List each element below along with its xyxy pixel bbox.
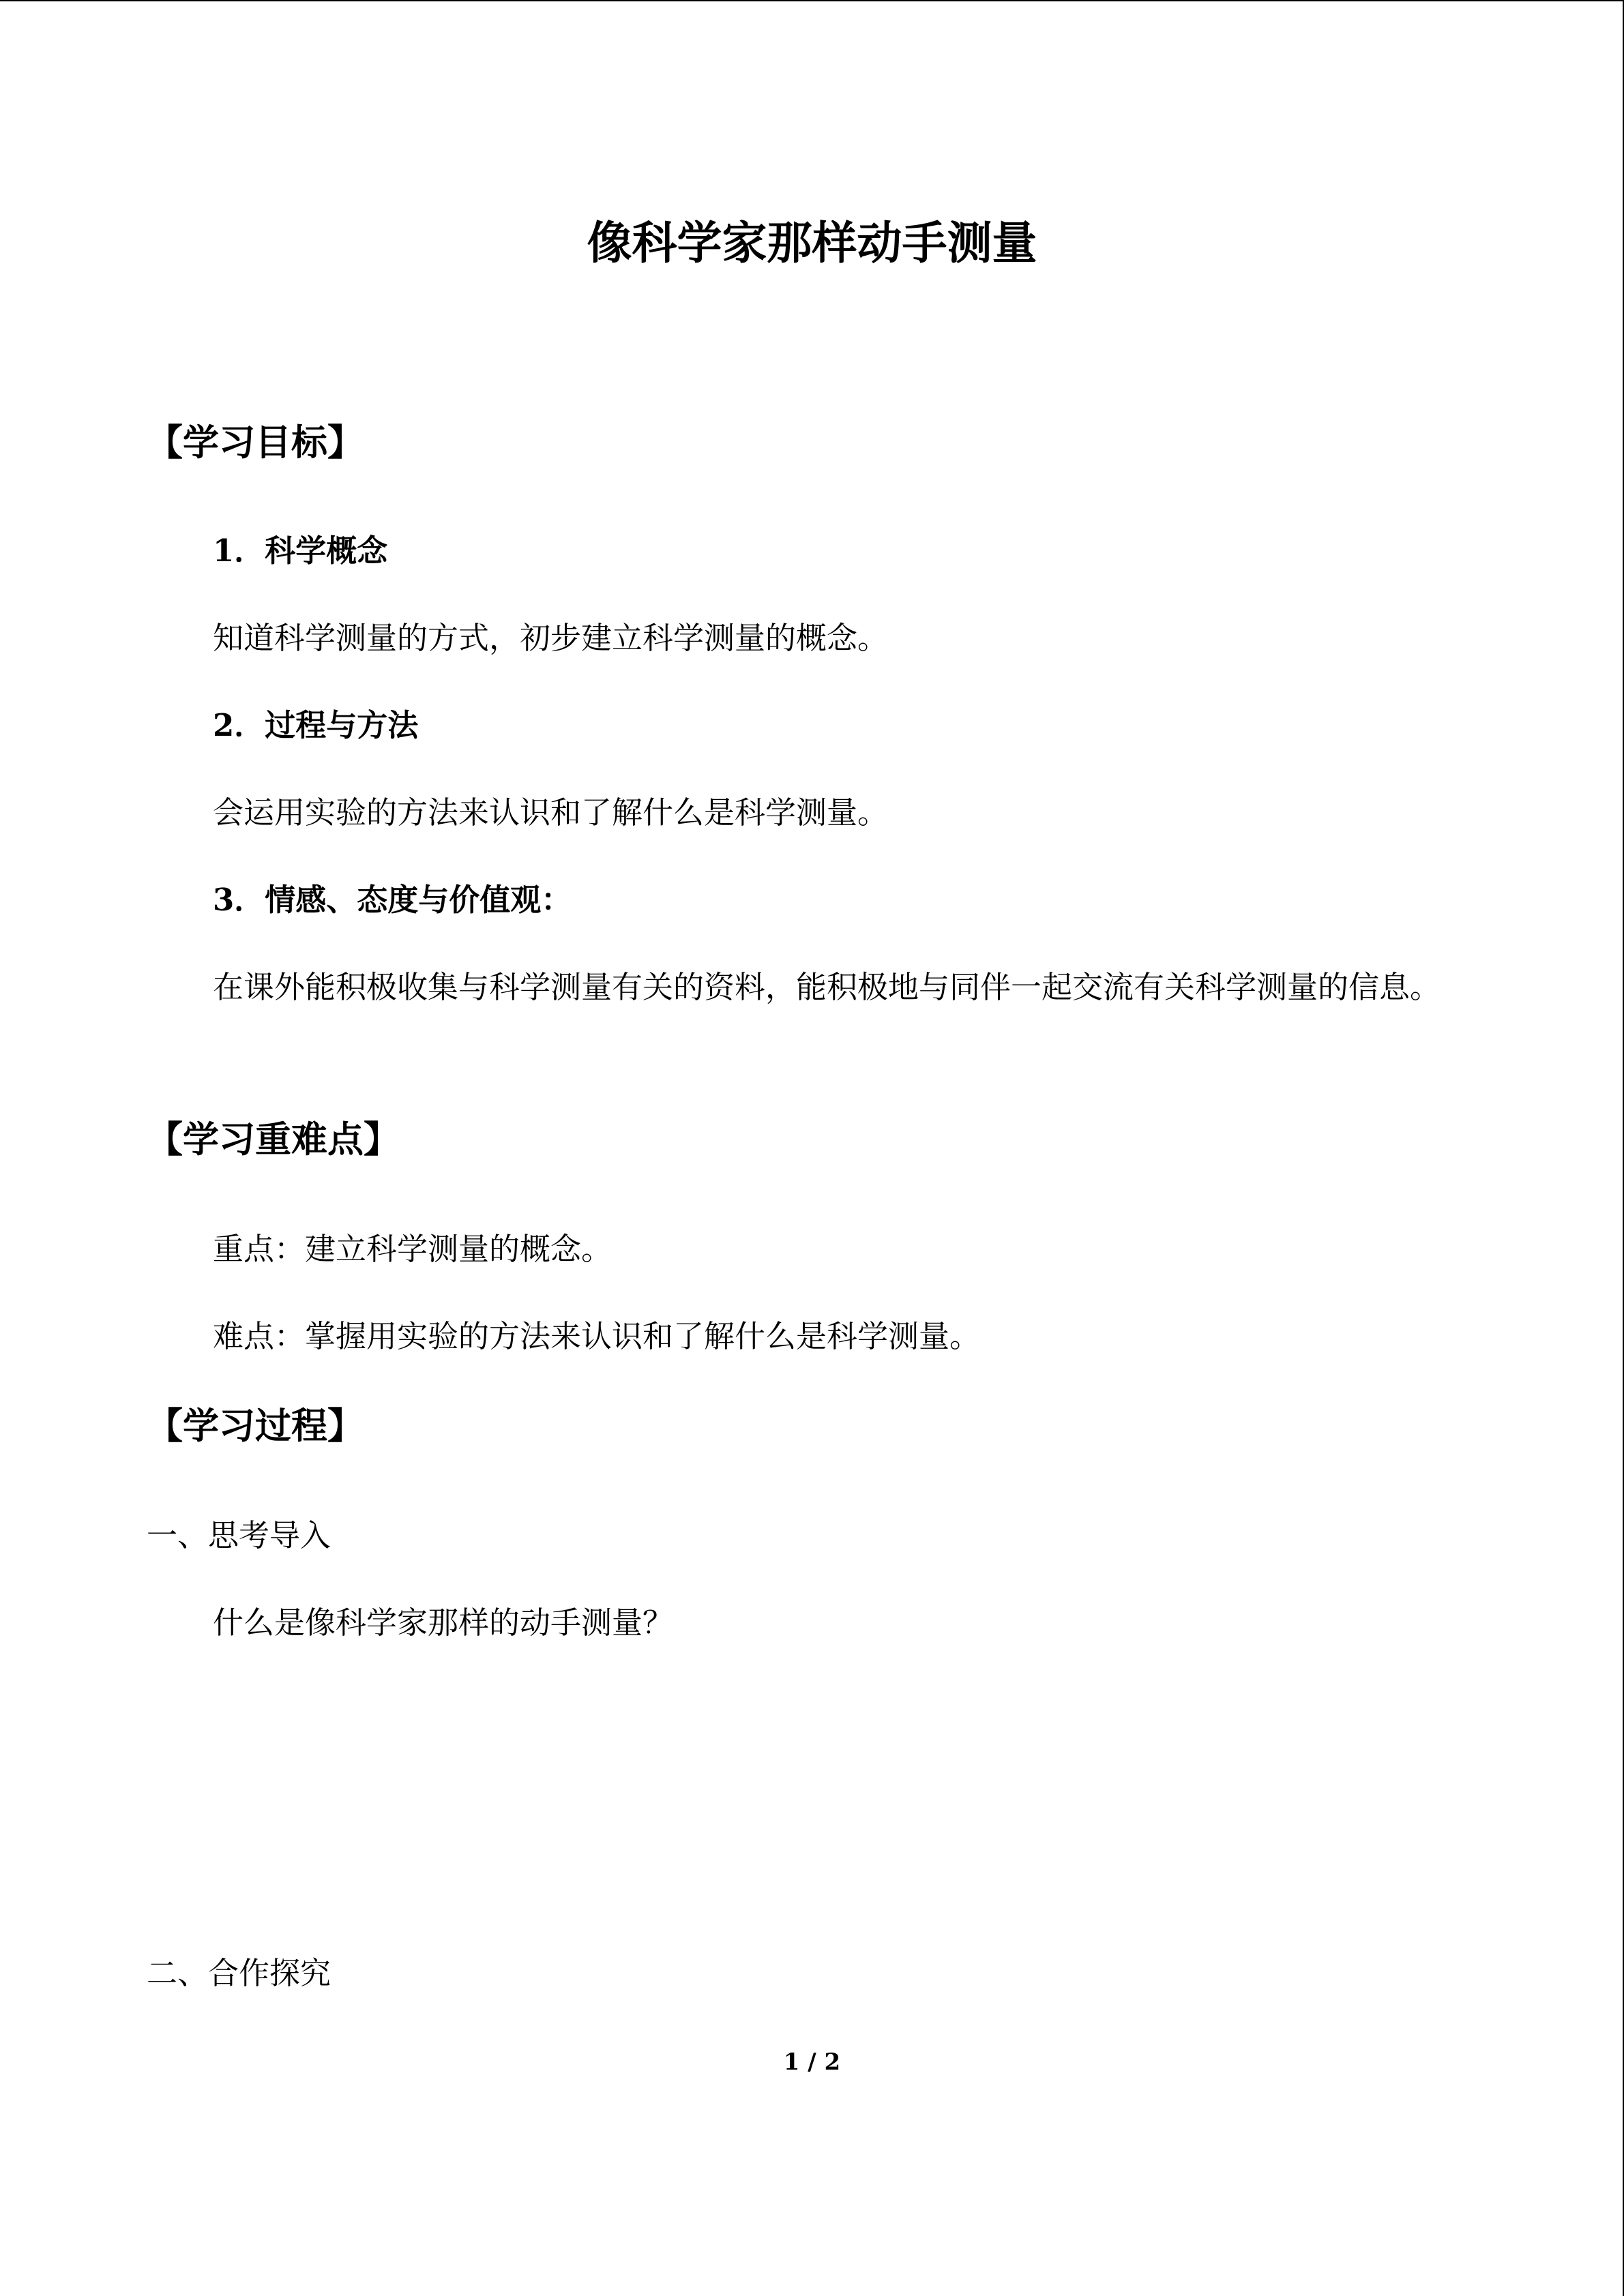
key-point-focus: 重点：建立科学测量的概念。 — [213, 1231, 612, 1267]
objective-3-title: 3．情感、态度与价值观： — [213, 882, 572, 918]
objective-1-text: 知道科学测量的方式，初步建立科学测量的概念。 — [213, 620, 889, 656]
key-point-difficulty: 难点：掌握用实验的方法来认识和了解什么是科学测量。 — [213, 1318, 981, 1354]
objective-2-title: 2．过程与方法 — [213, 707, 419, 743]
objectives-heading: 【学习目标】 — [147, 421, 364, 464]
objective-3-text: 在课外能积极收集与科学测量有关的资料，能积极地与同伴一起交流有关科学测量的信息。 — [213, 969, 1441, 1005]
process-heading: 【学习过程】 — [147, 1405, 364, 1447]
process-section-2: 二、合作探究 — [147, 1955, 331, 1991]
page-number: 1 / 2 — [783, 2048, 841, 2076]
process-question-1: 什么是像科学家那样的动手测量？ — [213, 1605, 674, 1641]
objective-1-title: 1．科学概念 — [213, 533, 388, 569]
process-section-1: 一、思考导入 — [147, 1517, 331, 1553]
objective-2-text: 会运用实验的方法来认识和了解什么是科学测量。 — [213, 794, 889, 831]
document-title: 像科学家那样动手测量 — [587, 216, 1037, 269]
key-points-heading: 【学习重难点】 — [147, 1118, 400, 1161]
